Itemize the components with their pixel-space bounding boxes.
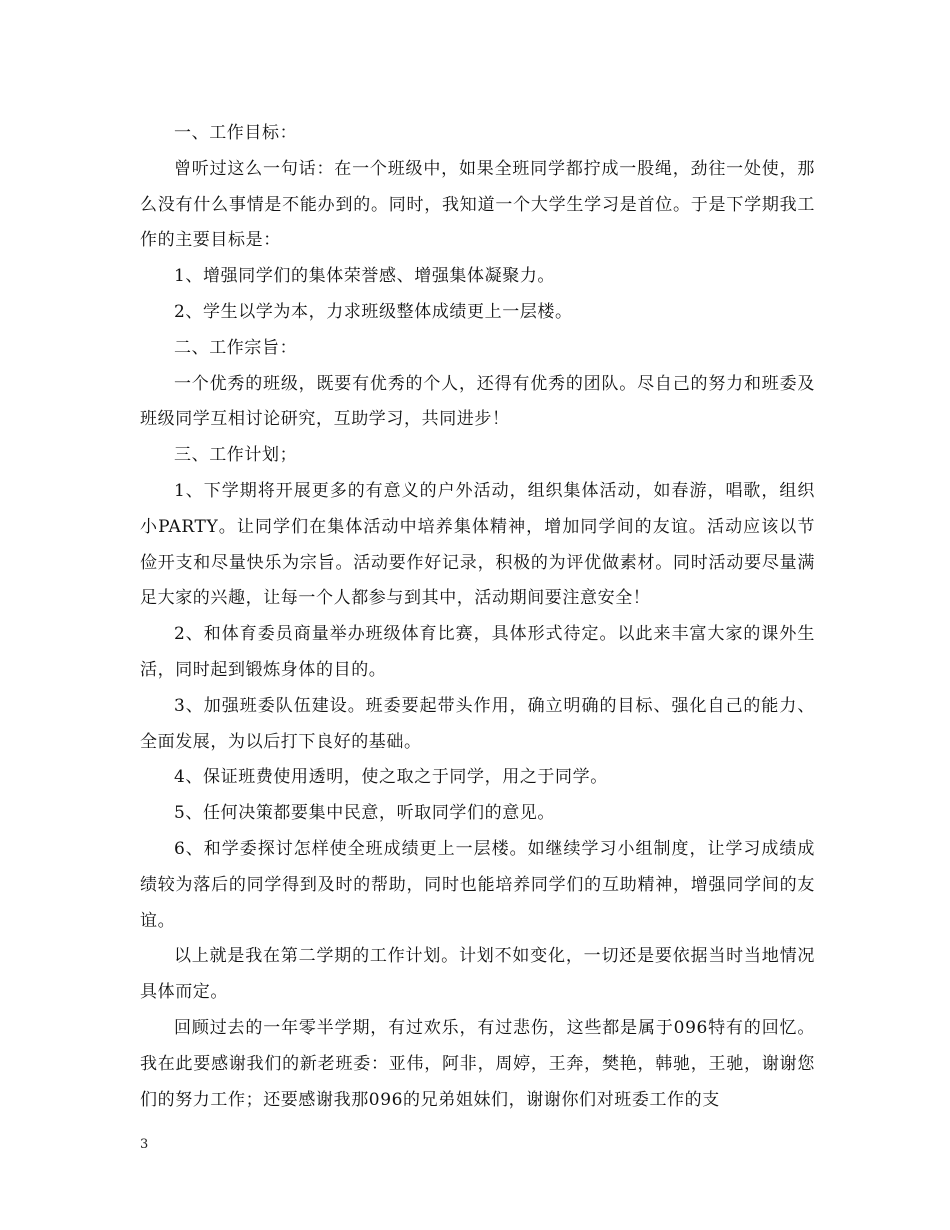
goal-item-1: 1、增强同学们的集体荣誉感、增强集体凝聚力。	[174, 266, 556, 287]
document-body	[140, 116, 815, 1118]
goal-item-2: 2、学生以学为本，力求班级整体成绩更上一层楼。	[174, 301, 573, 322]
page-number: 3	[140, 1137, 149, 1152]
section-heading-plan: 三、工作计划；	[174, 445, 298, 466]
paragraph-purpose: 一个优秀的班级，既要有优秀的个人，还得有优秀的团队。尽自己的努力和班委及班级同学互相讨论研究，互助学习，共同进步！	[140, 373, 815, 430]
section-heading-purpose: 二、工作宗旨：	[174, 337, 298, 358]
paragraph-intro: 曾听过这么一句话：在一个班级中，如果全班同学都拧成一股绳，劲往一处使，那么没有什么事情是不能办到的。同时，我知道一个大学生学习是首位。于是下学期我工作的主要目标是：	[140, 158, 815, 251]
plan-item-5: 5、任何决策都要集中民意，听取同学们的意见。	[174, 803, 556, 824]
paragraph-summary: 以上就是我在第二学期的工作计划。计划不如变化，一切还是要依据当时当地情况具体而定。	[140, 946, 815, 1003]
plan-item-2: 2、和体育委员商量举办班级体育比赛，具体形式待定。以此来丰富大家的课外生活，同时起到锻炼身体的目的。	[140, 624, 815, 680]
paragraph-review: 回顾过去的一年零半学期，有过欢乐，有过悲伤，这些都是属于096特有的回忆。我在此要感谢我们的新老班委：亚伟，阿非，周婷，王奔，樊艳，韩驰，王驰，谢谢您们的努力工作；还要感谢我那096的兄弟姐妹们，谢谢你们对班委工作的支	[140, 1017, 815, 1110]
section-heading-goals: 一、工作目标：	[174, 123, 298, 143]
plan-item-3: 3、加强班委队伍建设。班委要起带头作用，确立明确的目标、强化自己的能力、全面发展，为以后打下良好的基础。	[140, 695, 815, 752]
plan-item-4: 4、保证班费使用透明，使之取之于同学，用之于同学。	[174, 767, 608, 788]
plan-item-6: 6、和学委探讨怎样使全班成绩更上一层楼。如继续学习小组制度，让学习成绩成绩较为落后的同学得到及时的帮助，同时也能培养同学们的互助精神，增强同学间的友谊。	[140, 838, 815, 931]
plan-item-1: 1、下学期将开展更多的有意义的户外活动，组织集体活动，如春游，唱歌，组织小PARTY。让同学们在集体活动中培养集体精神，增加同学间的友谊。活动应该以节俭开支和尽量快乐为宗旨。活动要作好记录，积极的为评优做素材。同时活动要尽量满足大家的兴趣，让每一个人都参与到其中，活动期间要注意安全！	[140, 480, 815, 609]
